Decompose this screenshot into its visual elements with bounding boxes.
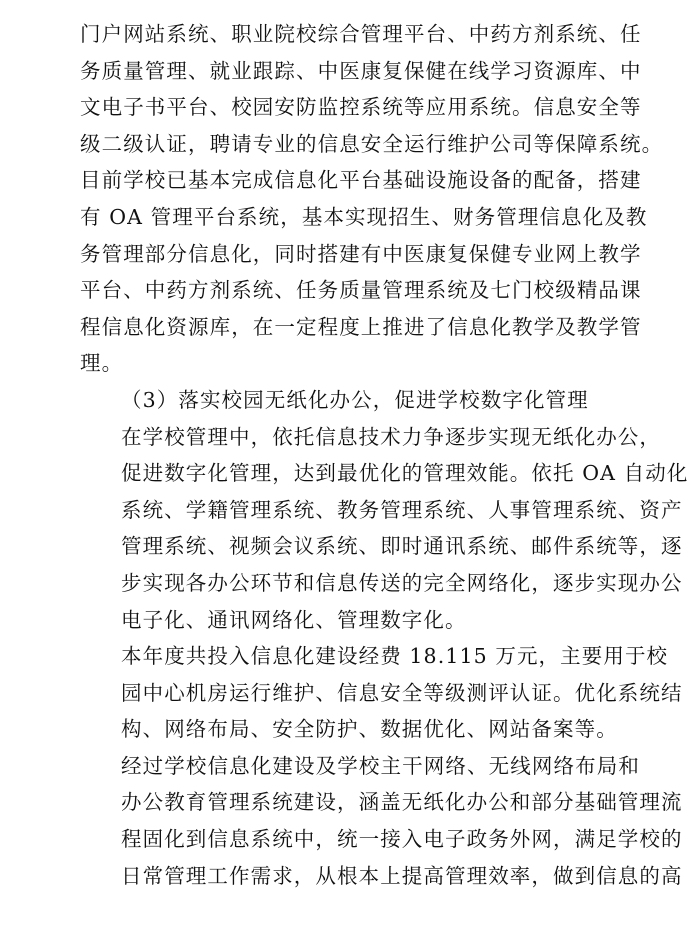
paragraph-paperless-management bbox=[80, 419, 689, 639]
text-line: 园中心机房运行维护、信息安全等级测评认证。优化系统结 bbox=[121, 680, 683, 705]
text-line: 系统、学籍管理系统、教务管理系统、人事管理系统、资产 bbox=[121, 497, 683, 522]
text-line: 办公教育管理系统建设，涵盖无纸化办公和部分基础管理流 bbox=[121, 790, 683, 815]
section-heading-paperless-office bbox=[80, 382, 640, 419]
text-line: 平台、中药方剂系统、任务质量管理系统及七门校级精品课 bbox=[80, 278, 642, 303]
text-line: 在学校管理中，依托信息技术力争逐步实现无纸化办公， bbox=[121, 424, 661, 449]
text-line: 目前学校已基本完成信息化平台基础设施设备的配备，搭建 bbox=[80, 168, 642, 193]
text-line: （3）落实校园无纸化办公，促进学校数字化管理 bbox=[121, 387, 589, 412]
text-line: 有 OA 管理平台系统，基本实现招生、财务管理信息化及教 bbox=[80, 204, 648, 229]
text-line: 理。 bbox=[80, 351, 124, 376]
paragraph-it-systems bbox=[80, 16, 664, 382]
text-line: 管理系统、视频会议系统、即时通讯系统、邮件系统等，逐 bbox=[121, 534, 683, 559]
paragraph-network-construction bbox=[80, 748, 683, 894]
text-line: 程固化到信息系统中，统一接入电子政务外网，满足学校的 bbox=[121, 827, 683, 852]
document-body bbox=[80, 16, 689, 894]
text-line: 经过学校信息化建设及学校主干网络、无线网络布局和 bbox=[121, 753, 640, 778]
text-line: 本年度共投入信息化建设经费 18.115 万元，主要用于校 bbox=[121, 644, 669, 669]
text-line: 日常管理工作需求，从根本上提高管理效率，做到信息的高 bbox=[121, 863, 683, 888]
text-line: 务质量管理、就业跟踪、中医康复保健在线学习资源库、中 bbox=[80, 58, 642, 83]
paragraph-annual-investment bbox=[80, 638, 683, 748]
text-line: 步实现各办公环节和信息传送的完全网络化，逐步实现办公 bbox=[121, 570, 683, 595]
text-line: 程信息化资源库，在一定程度上推进了信息化教学及教学管 bbox=[80, 314, 642, 339]
text-line: 级二级认证，聘请专业的信息安全运行维护公司等保障系统。 bbox=[80, 131, 664, 156]
text-line: 构、网络布局、安全防护、数据优化、网站备案等。 bbox=[121, 717, 618, 742]
text-line: 门户网站系统、职业院校综合管理平台、中药方剂系统、任 bbox=[80, 22, 642, 46]
text-line: 务管理部分信息化，同时搭建有中医康复保健专业网上教学 bbox=[80, 241, 642, 266]
text-line: 促进数字化管理，达到最优化的管理效能。依托 OA 自动化 bbox=[121, 461, 689, 486]
text-line: 文电子书平台、校园安防监控系统等应用系统。信息安全等 bbox=[80, 95, 642, 120]
text-line: 电子化、通讯网络化、管理数字化。 bbox=[121, 607, 467, 632]
